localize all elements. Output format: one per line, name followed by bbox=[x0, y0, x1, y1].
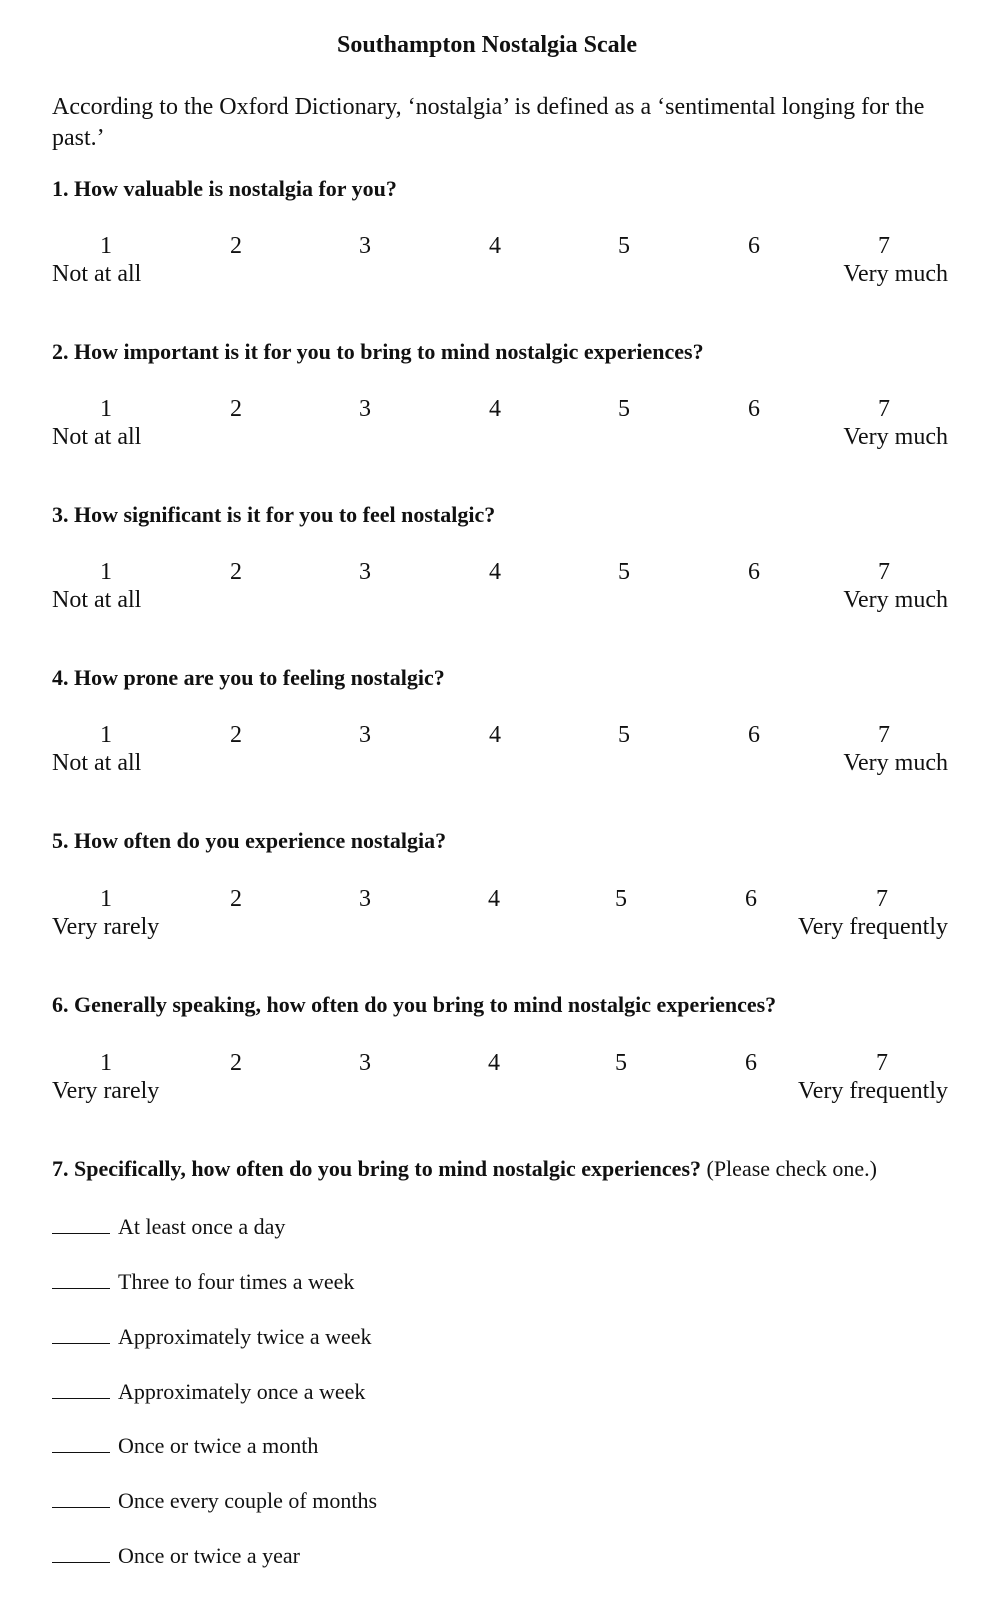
check-blank[interactable] bbox=[52, 1432, 110, 1453]
frequency-option bbox=[52, 1213, 285, 1240]
question-3-scale bbox=[0, 559, 1000, 629]
scale-option-5[interactable]: 5 bbox=[615, 1050, 627, 1076]
scale-high-label: Very frequently bbox=[798, 1078, 948, 1104]
scale-low-label: Not at all bbox=[52, 587, 142, 613]
option-label: Once or twice a year bbox=[118, 1543, 301, 1568]
option-label: Approximately once a week bbox=[118, 1379, 366, 1404]
scale-high-label: Very much bbox=[843, 750, 948, 776]
scale-option-2[interactable]: 2 bbox=[230, 722, 242, 748]
option-label: Three to four times a week bbox=[118, 1269, 355, 1294]
scale-option-6[interactable]: 6 bbox=[748, 233, 760, 259]
scale-option-2[interactable]: 2 bbox=[230, 886, 242, 912]
question-2-scale bbox=[0, 396, 1000, 466]
scale-option-5[interactable]: 5 bbox=[618, 722, 630, 748]
check-blank[interactable] bbox=[52, 1323, 110, 1344]
scale-option-2[interactable]: 2 bbox=[230, 559, 242, 585]
scale-high-label: Very frequently bbox=[798, 914, 948, 940]
check-blank[interactable] bbox=[52, 1542, 110, 1563]
option-label: Once every couple of months bbox=[118, 1488, 378, 1513]
scale-option-3[interactable]: 3 bbox=[359, 396, 371, 422]
question-6-scale bbox=[0, 1050, 1000, 1120]
scale-option-5[interactable]: 5 bbox=[618, 233, 630, 259]
check-blank[interactable] bbox=[52, 1268, 110, 1289]
check-blank[interactable] bbox=[52, 1213, 110, 1234]
scale-option-2[interactable]: 2 bbox=[230, 396, 242, 422]
question-7-note: (Please check one.) bbox=[706, 1156, 877, 1181]
check-blank[interactable] bbox=[52, 1487, 110, 1508]
scale-option-3[interactable]: 3 bbox=[359, 559, 371, 585]
scale-option-4[interactable]: 4 bbox=[489, 722, 501, 748]
scale-option-4[interactable]: 4 bbox=[488, 886, 500, 912]
scale-option-4[interactable]: 4 bbox=[488, 1050, 500, 1076]
scale-option-1[interactable]: 1 bbox=[100, 233, 112, 259]
scale-low-label: Not at all bbox=[52, 750, 142, 776]
option-label: Approximately twice a week bbox=[118, 1324, 372, 1349]
scale-option-5[interactable]: 5 bbox=[615, 886, 627, 912]
check-blank[interactable] bbox=[52, 1378, 110, 1399]
scale-option-7[interactable]: 7 bbox=[878, 559, 890, 585]
scale-option-7[interactable]: 7 bbox=[878, 396, 890, 422]
frequency-option bbox=[52, 1432, 318, 1459]
question-7-text: 7. Specifically, how often do you bring to mind nostalgic experiences? (Please check one.) bbox=[52, 1156, 877, 1181]
question-5-scale bbox=[0, 886, 1000, 956]
scale-high-label: Very much bbox=[843, 261, 948, 287]
question-4-scale bbox=[0, 722, 1000, 792]
question-5-text: 5. How often do you experience nostalgia? bbox=[52, 828, 447, 853]
scale-high-label: Very much bbox=[843, 587, 948, 613]
question-1-text: 1. How valuable is nostalgia for you? bbox=[52, 176, 397, 201]
scale-option-1[interactable]: 1 bbox=[100, 396, 112, 422]
question-4-text: 4. How prone are you to feeling nostalgic? bbox=[52, 665, 445, 690]
scale-option-3[interactable]: 3 bbox=[359, 233, 371, 259]
scale-option-4[interactable]: 4 bbox=[489, 396, 501, 422]
scale-option-7[interactable]: 7 bbox=[878, 722, 890, 748]
scale-option-4[interactable]: 4 bbox=[489, 233, 501, 259]
frequency-option bbox=[52, 1323, 372, 1350]
scale-option-6[interactable]: 6 bbox=[748, 396, 760, 422]
question-3-text: 3. How significant is it for you to feel nostalgic? bbox=[52, 502, 496, 527]
frequency-option bbox=[52, 1487, 377, 1514]
scale-option-3[interactable]: 3 bbox=[359, 722, 371, 748]
scale-low-label: Not at all bbox=[52, 261, 142, 287]
option-label: At least once a day bbox=[118, 1214, 286, 1239]
scale-option-3[interactable]: 3 bbox=[359, 1050, 371, 1076]
scale-low-label: Very rarely bbox=[52, 914, 160, 940]
scale-option-6[interactable]: 6 bbox=[745, 1050, 757, 1076]
scale-option-3[interactable]: 3 bbox=[359, 886, 371, 912]
scale-option-1[interactable]: 1 bbox=[100, 886, 112, 912]
intro-text: According to the Oxford Dictionary, ‘nostalgia’ is defined as a ‘sentimental longing for the past.’ bbox=[52, 94, 925, 151]
scale-option-6[interactable]: 6 bbox=[748, 559, 760, 585]
scale-option-2[interactable]: 2 bbox=[230, 233, 242, 259]
scale-option-6[interactable]: 6 bbox=[748, 722, 760, 748]
scale-option-7[interactable]: 7 bbox=[876, 886, 888, 912]
scale-low-label: Not at all bbox=[52, 424, 142, 450]
scale-option-1[interactable]: 1 bbox=[100, 559, 112, 585]
question-2-text: 2. How important is it for you to bring to mind nostalgic experiences? bbox=[52, 339, 704, 364]
frequency-option bbox=[52, 1542, 300, 1569]
scale-low-label: Very rarely bbox=[52, 1078, 160, 1104]
scale-option-1[interactable]: 1 bbox=[100, 1050, 112, 1076]
scale-option-2[interactable]: 2 bbox=[230, 1050, 242, 1076]
scale-option-6[interactable]: 6 bbox=[745, 886, 757, 912]
scale-option-4[interactable]: 4 bbox=[489, 559, 501, 585]
scale-option-7[interactable]: 7 bbox=[878, 233, 890, 259]
scale-option-1[interactable]: 1 bbox=[100, 722, 112, 748]
scale-high-label: Very much bbox=[843, 424, 948, 450]
page-title: Southampton Nostalgia Scale bbox=[336, 32, 638, 58]
scale-option-5[interactable]: 5 bbox=[618, 396, 630, 422]
scale-option-5[interactable]: 5 bbox=[618, 559, 630, 585]
scale-option-7[interactable]: 7 bbox=[876, 1050, 888, 1076]
question-1-scale bbox=[0, 233, 1000, 303]
option-label: Once or twice a month bbox=[118, 1433, 319, 1458]
question-6-text: 6. Generally speaking, how often do you bring to mind nostalgic experiences? bbox=[52, 992, 777, 1017]
frequency-option bbox=[52, 1378, 365, 1405]
frequency-option bbox=[52, 1268, 354, 1295]
